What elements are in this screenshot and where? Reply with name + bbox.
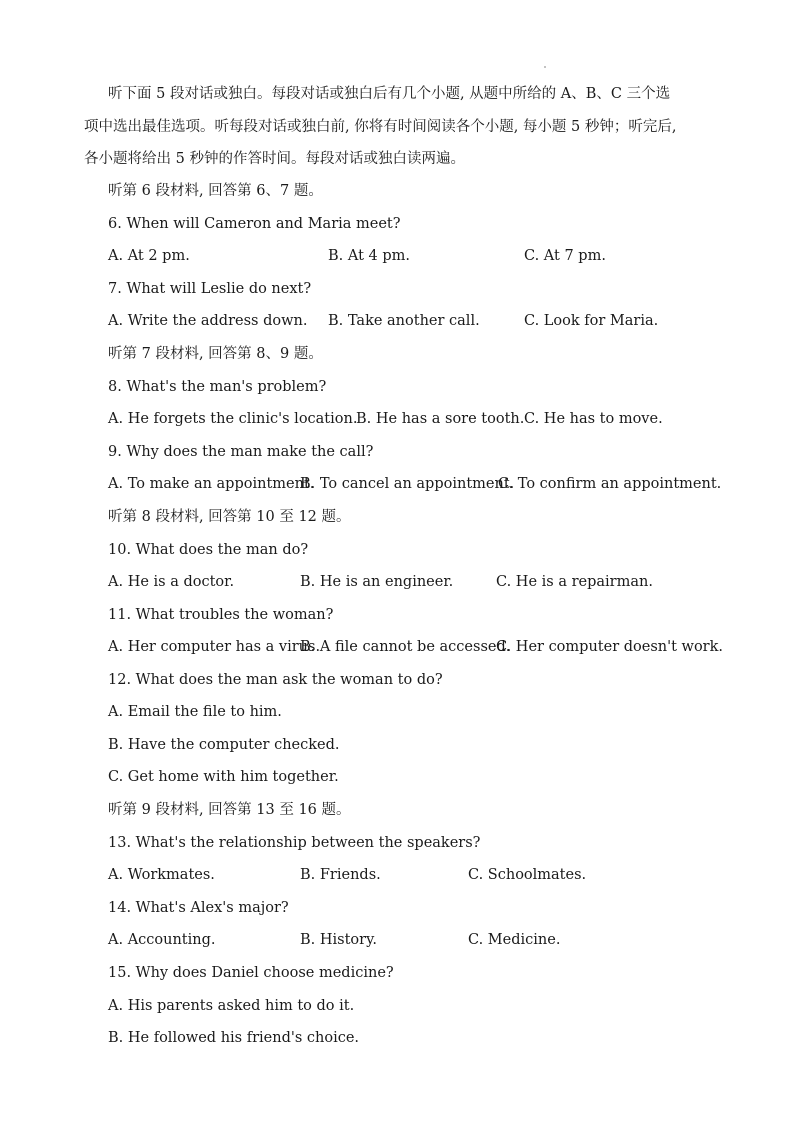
question-14: 14. What's Alex's major? — [108, 900, 289, 916]
question-8-option-b: B. He has a sore tooth. — [356, 411, 525, 427]
instructions-line-1: 听下面 5 段对话或独白。每段对话或独白后有几个小题, 从题中所给的 A、B、C 三个选 — [108, 86, 671, 102]
question-10: 10. What does the man do? — [108, 542, 309, 558]
question-8-option-a: A. He forgets the clinic's location. — [108, 411, 358, 427]
question-12-option-a: A. Email the file to him. — [108, 704, 282, 720]
question-9-option-a: A. To make an appointment. — [108, 476, 315, 492]
question-9-option-c: C. To confirm an appointment. — [498, 476, 722, 492]
question-7-option-c: C. Look for Maria. — [524, 313, 659, 329]
question-10-option-b: B. He is an engineer. — [300, 574, 454, 590]
question-12-option-c: C. Get home with him together. — [108, 769, 339, 785]
question-13-option-a: A. Workmates. — [108, 867, 215, 883]
question-11-option-c: C. Her computer doesn't work. — [496, 639, 723, 655]
question-9: 9. Why does the man make the call? — [108, 444, 374, 460]
question-14-option-b: B. History. — [300, 932, 377, 948]
question-14-option-c: C. Medicine. — [468, 932, 561, 948]
question-11-option-a: A. Her computer has a virus. — [108, 639, 321, 655]
question-12: 12. What does the man ask the woman to do? — [108, 672, 443, 688]
question-10-option-c: C. He is a repairman. — [496, 574, 653, 590]
question-13-option-b: B. Friends. — [300, 867, 381, 883]
question-8: 8. What's the man's problem? — [108, 379, 327, 395]
instructions-line-3: 各小题将给出 5 秒钟的作答时间。每段对话或独白读两遍。 — [84, 151, 465, 167]
question-6: 6. When will Cameron and Maria meet? — [108, 216, 401, 232]
question-13-option-c: C. Schoolmates. — [468, 867, 587, 883]
instructions-line-2: 项中选出最佳选项。听每段对话或独白前, 你将有时间阅读各个小题, 每小题 5 秒钟；听完后, — [84, 119, 677, 135]
question-14-option-a: A. Accounting. — [108, 932, 216, 948]
question-6-option-c: C. At 7 pm. — [524, 248, 606, 264]
question-15-option-a: A. His parents asked him to do it. — [108, 998, 355, 1014]
question-7-option-a: A. Write the address down. — [108, 313, 308, 329]
question-12-option-b: B. Have the computer checked. — [108, 737, 340, 753]
question-15-option-b: B. He followed his friend's choice. — [108, 1030, 360, 1046]
question-6-option-b: B. At 4 pm. — [328, 248, 411, 264]
question-7: 7. What will Leslie do next? — [108, 281, 312, 297]
question-11-option-b: B. A file cannot be accessed. — [300, 639, 511, 655]
question-10-option-a: A. He is a doctor. — [108, 574, 235, 590]
section-7-heading: 听第 7 段材料, 回答第 8、9 题。 — [108, 346, 323, 362]
question-13: 13. What's the relationship between the speakers? — [108, 835, 481, 851]
scan-speck — [544, 66, 546, 68]
section-9-heading: 听第 9 段材料, 回答第 13 至 16 题。 — [108, 802, 351, 818]
section-8-heading: 听第 8 段材料, 回答第 10 至 12 题。 — [108, 509, 351, 525]
question-8-option-c: C. He has to move. — [524, 411, 663, 427]
question-7-option-b: B. Take another call. — [328, 313, 480, 329]
question-15: 15. Why does Daniel choose medicine? — [108, 965, 394, 981]
section-6-heading: 听第 6 段材料, 回答第 6、7 题。 — [108, 183, 323, 199]
question-9-option-b: B. To cancel an appointment. — [300, 476, 515, 492]
question-11: 11. What troubles the woman? — [108, 607, 334, 623]
question-6-option-a: A. At 2 pm. — [108, 248, 190, 264]
